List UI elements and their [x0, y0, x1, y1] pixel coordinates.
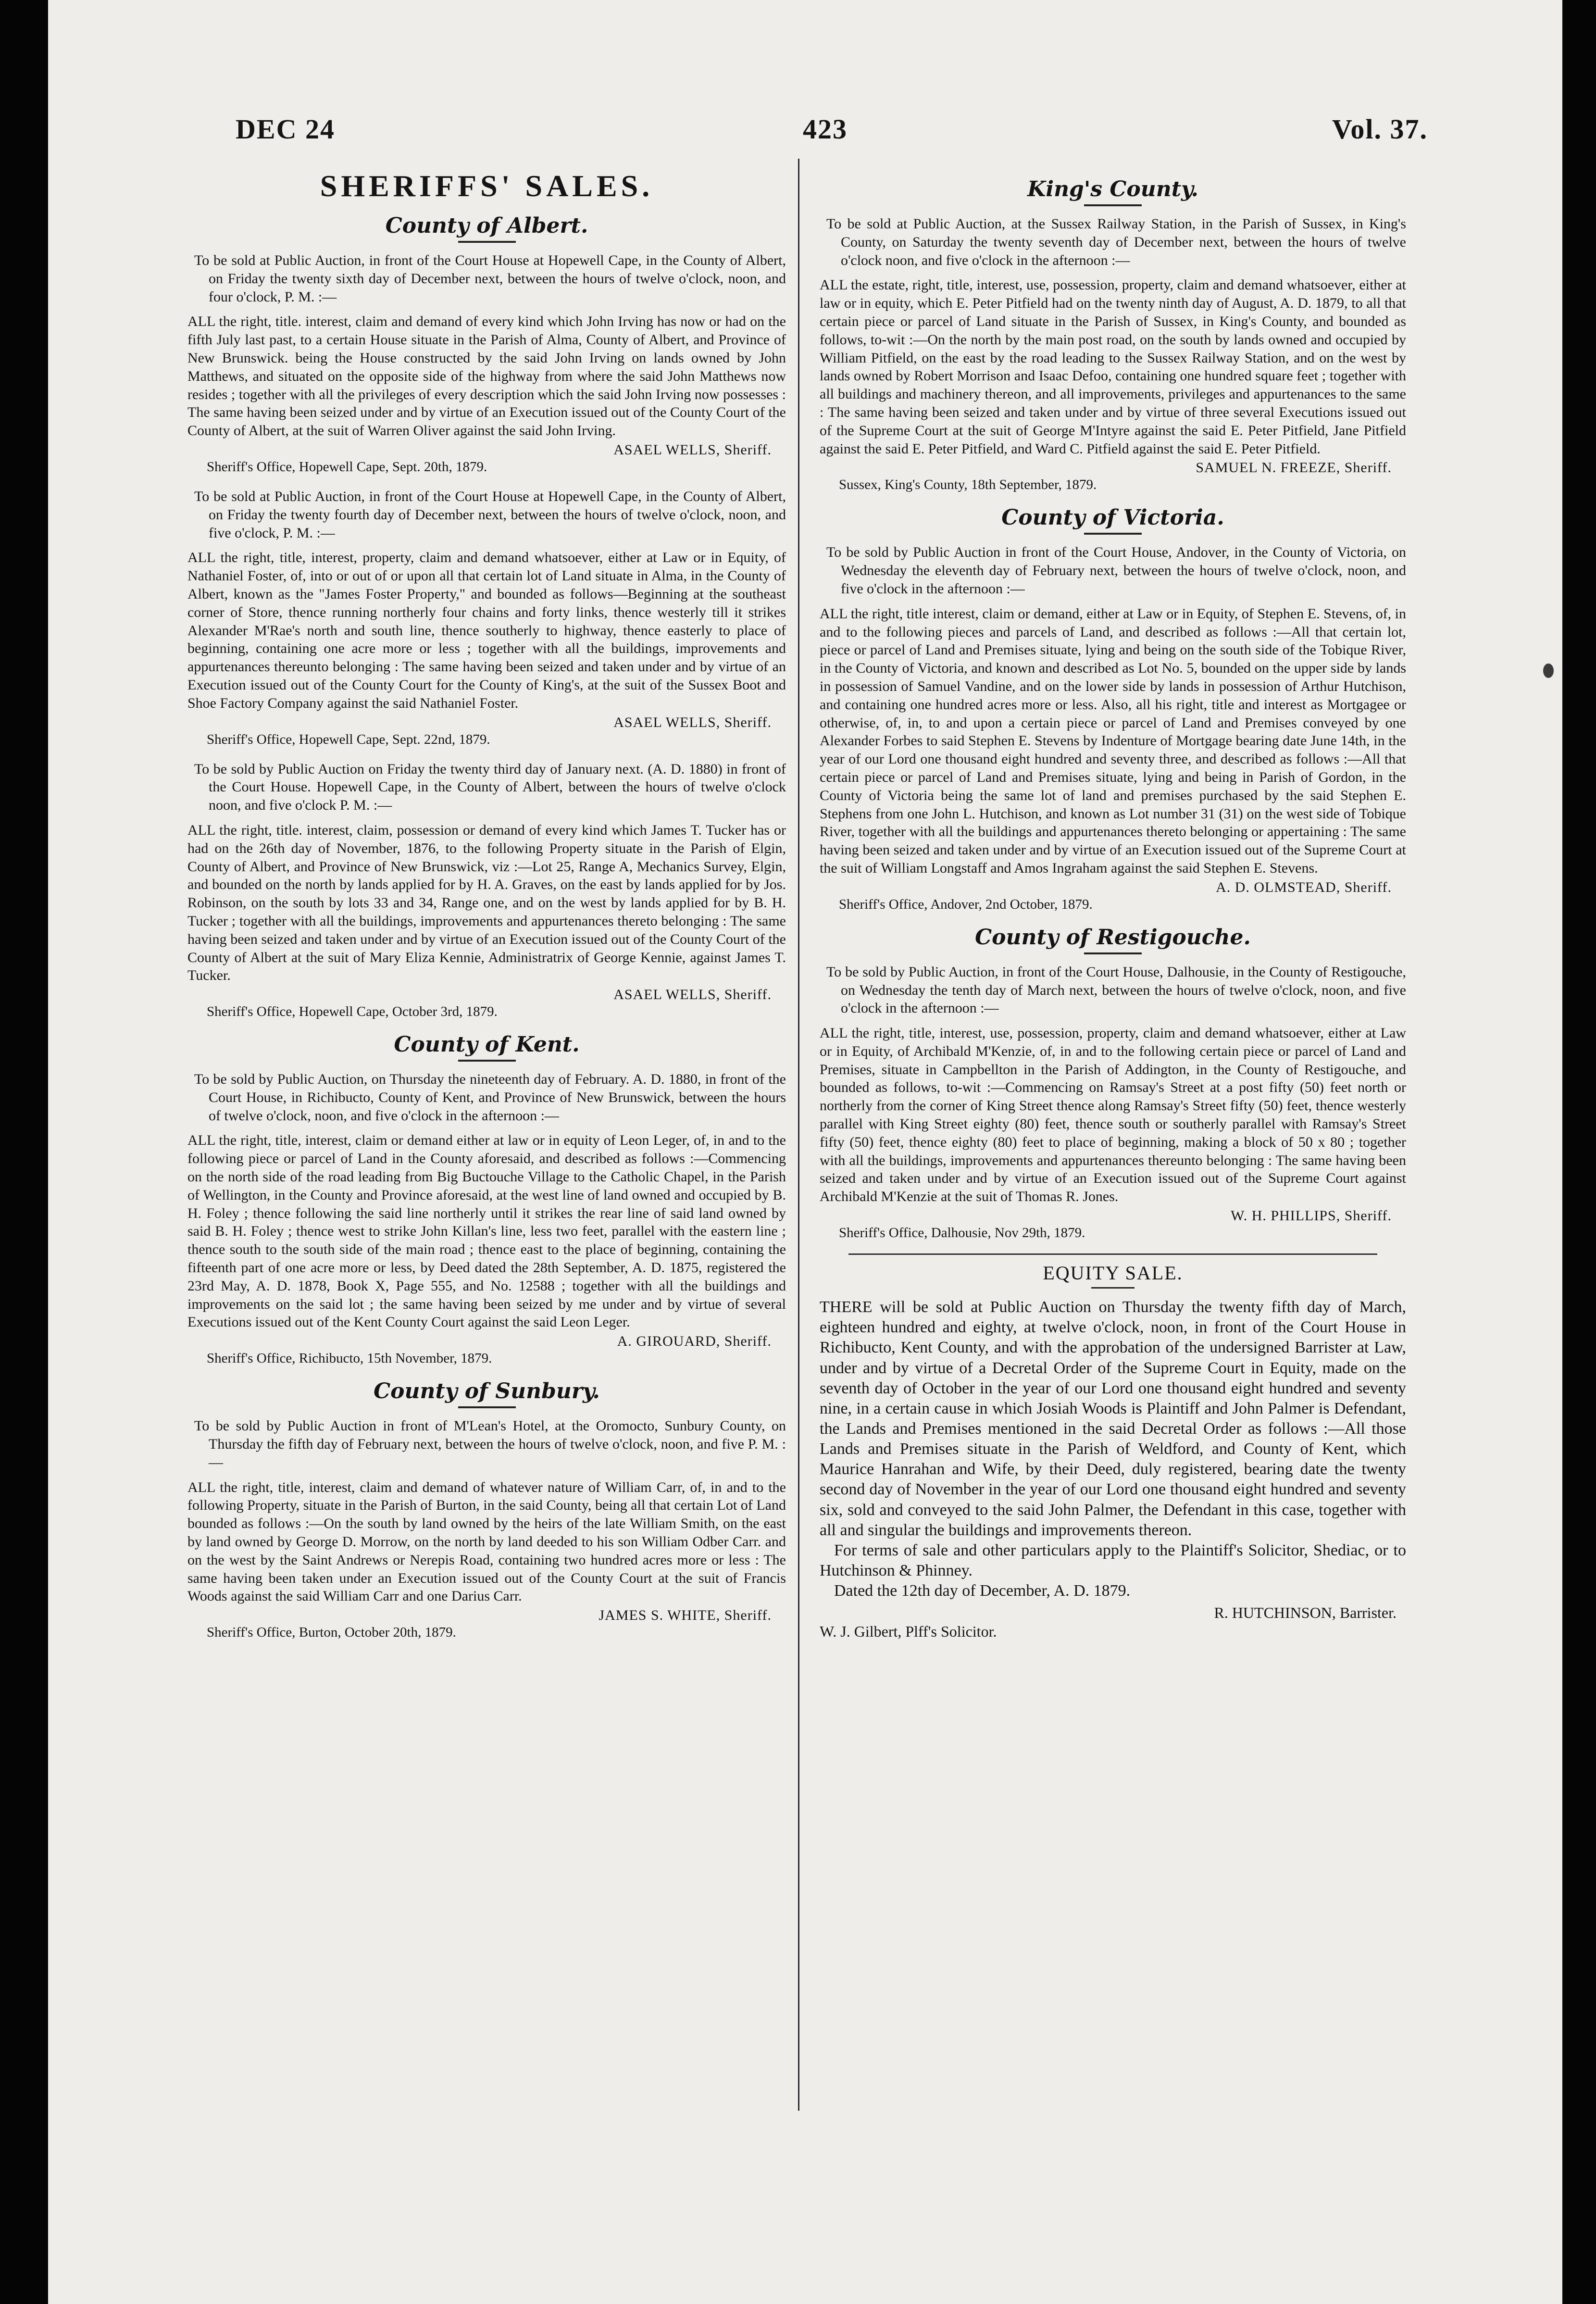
heading-dash [1084, 204, 1142, 206]
heading-dash [1084, 952, 1142, 954]
section-rule [848, 1253, 1377, 1255]
office-dateline: Sheriff's Office, Dalhousie, Nov 29th, 1879. [839, 1225, 1085, 1241]
county-heading: County of Kent. [394, 1032, 580, 1057]
notice-intro: To be sold by Public Auction on Friday the twenty third day of January next. (A. D. 1880) in front of the Court House. Hopewell Cape, in the County of Albert, between the hours of twelve o'clock noon, and five o'clock P. M. :— [194, 761, 786, 814]
notice-albert-1 [187, 213, 786, 475]
equity-dated: Dated the 12th day of December, A. D. 1879. [834, 1582, 1131, 1600]
heading-dash [1091, 1287, 1135, 1289]
equity-body: THERE will be sold at Public Auction on Thursday the twenty fifth day of March, eighteen hundred and eighty, at twelve o'clock, noon, in front of the Court House in Richibucto, Kent County, and with the approbation of the undersigned Barrister at Law, under and by virtue of a Decretal Order of the Supreme Court in Equity, made on the seventh day of October in the year of our Lord one thousand eight hundred and seventy nine, in a certain cause in which Josiah Woods is Plaintiff and John Palmer is Defendant, the Lands and Premises mentioned in the said Decretal Order as follows :—All those Lands and Premises situate in the Parish of Weldford, and County of Kent, which Maurice Hanrahan and Wife, by their Deed, duly registered, bearing date the twenty second day of November in the year of our Lord one thousand eight hundred and seventy six, sold and conveyed to the said John Palmer, the Defendant in this case, together with all and singular the buildings and improvements thereon. [820, 1298, 1406, 1539]
sheriff-signature: A. GIROUARD, Sheriff. [617, 1333, 772, 1350]
notice-body: ALL the right, title, interest, claim or demand either at law or in equity of Leon Leger, of, in and to the following piece or parcel of Land in the County aforesaid, and described as follows :—Commencing on the north side of the road leading from Big Buctouche Village to the Catholic Chapel, in the Parish of Wellington, in the County and Province aforesaid, at the west line of land owned and occupied by B. H. Foley ; thence following the said line northerly until it strikes the rear line of said land owned by said B. H. Foley ; thence west to strike John Killan's line, less two feet, parallel with the eastern line ; thence south to the south side of the main road ; thence east to the place of beginning, containing the fifteenth part of one acre more or less, by Deed dated the 28th September, A. D. 1875, registered the 23rd May, A. D. 1878, Book X, Page 555, and No. 12588 ; together with all the buildings and improvements on the said lot ; the same having been seized by me under and by virtue of several Executions issued out of the Kent County Court against the said Leon Leger. [187, 1132, 786, 1330]
notice-body: ALL the estate, right, title, interest, use, possession, property, claim and demand whatsoever, either at law or in equity, which E. Peter Pitfield had on the twenty ninth day of August, A. D. 1879, to all that certain piece or parcel of Land situate in the Parish of Sussex, in King's County, and bounded as follows, to-wit :—On the north by the main post road, on the south by lands owned and occupied by William Pitfield, on the east by the road leading to the Sussex Railway Station, and on the west by lands owned by Robert Morrison and Isaac Defoo, containing one hundred square feet ; together with all buildings and machinery thereon, and all improvements, privileges and appurtenances to the same : The same having been seized and taken under and by virtue of three several Executions issued out of the Supreme Court at the suit of George M'Intyre against the said E. Peter Pitfield, Jane Pitfield against the said E. Peter Pitfield, and Ward C. Pitfield against the said E. Peter Pitfield. [820, 277, 1406, 457]
notice-intro: To be sold by Public Auction, in front of the Court House, Dalhousie, in the County of Restigouche, on Wednesday the tenth day of March next, between the hours of twelve o'clock, noon, and five o'clock in the afternoon :— [826, 964, 1406, 1016]
notice-intro: To be sold at Public Auction, in front of the Court House at Hopewell Cape, in the County of Albert, on Friday the twenty sixth day of December next, between the hours of twelve o'clock, noon, and four o'clock, P. M. :— [194, 252, 786, 305]
header-volume: Vol. 37. [1332, 113, 1428, 145]
heading-dash [1084, 533, 1142, 535]
office-dateline: Sheriff's Office, Richibucto, 15th November, 1879. [207, 1351, 492, 1366]
notice-body: ALL the right, title interest, claim or demand, either at Law or in Equity, of Stephen E. Stevens, of, in and to the following pieces and parcels of Land, and described as follows :—All that certain lot, piece or parcel of Land and Premises situate, lying and being on the south side of the Tobique River, in the County of Victoria, and known and described as Lot No. 5, bounded on the upper side by lands in possession of Samuel Vandine, and on the lower side by lands in possession of Arthur Hutchison, and containing one hundred acres more or less. Also, all his right, title and interest as Mortgagee or otherwise, of, in, to and upon a certain piece or parcel of Land and Premises conveyed by one Alexander Forbes to said Stephen E. Stevens by Indenture of Mortgage bearing date June 14th, in the year of our Lord one thousand eight hundred and seventy three, and described as follows :—All that certain piece or parcel of Land and Premises situate, lying and being in Parish of Gordon, in the County of Victoria being the same lot of land and premises purchased by the said Stephen E. Stephens from one John L. Hutchison, and known as Lot number 31 (31) on the west side of Tobique River, together with all the buildings and appurtenances thereto belonging or appertaining : The same having been seized and taken under and by virtue of an Execution issued out of the Supreme Court at the suit of William Longstaff and Amos Ingraham against the said Stephen E. Stevens. [820, 605, 1406, 876]
notice-intro: To be sold at Public Auction, in front of the Court House at Hopewell Cape, in the County of Albert, on Friday the twenty fourth day of December next, between the hours of twelve o'clock, noon, and five o'clock, P. M. :— [194, 488, 786, 541]
sheriff-signature: ASAEL WELLS, Sheriff. [613, 441, 772, 458]
barrister-signature: R. HUTCHINSON, Barrister. [1214, 1604, 1396, 1622]
office-dateline: Sheriff's Office, Hopewell Cape, Sept. 22nd, 1879. [207, 731, 490, 747]
notice-albert-3 [187, 760, 786, 1020]
notice-intro: To be sold by Public Auction in front of the Court House, Andover, in the County of Victoria, on Wednesday the eleventh day of February next, between the hours of twelve o'clock, noon, and five o'clock in the afternoon :— [826, 544, 1406, 597]
notice-intro: To be sold by Public Auction, on Thursday the nineteenth day of February. A. D. 1880, in front of the Court House, in Richibucto, County of Kent, and Province of New Brunswick, between the hours of twelve o'clock, noon, and five o'clock in the afternoon :— [194, 1071, 786, 1124]
sheriff-signature: W. H. PHILLIPS, Sheriff. [1231, 1208, 1392, 1224]
county-heading: King's County. [1027, 177, 1198, 201]
county-heading: County of Restigouche. [975, 925, 1251, 950]
notice-body: ALL the right, title. interest, claim, possession or demand of every kind which James T. Tucker has or had on the 26th day of November, 1876, to the following Property situate in the Parish of Elgin, County of Albert, and Province of New Brunswick, viz :—Lot 25, Range A, Mechanics Survey, Elgin, and bounded on the north by lands applied for by H. A. Graves, on the east by lands applied for by Jos. Robinson, on the south by lots 33 and 34, Range one, and on the west by lands applied for by B. H. Tucker ; together with all the buildings, improvements and appurtenances thereto belonging : The same having been seized and taken under and by virtue of an Execution issued out of the County Court of the County of Albert at the suit of Mary Eliza Kennie, Administratrix of George Kennie, against James T. Tucker. [187, 822, 786, 984]
sheriff-signature: ASAEL WELLS, Sheriff. [613, 987, 772, 1003]
county-heading: County of Sunbury. [374, 1379, 600, 1404]
county-heading: County of Albert. [385, 213, 588, 238]
header-date: DEC 24 [236, 113, 335, 145]
notice-body: ALL the right, title, interest, claim and demand of whatever nature of William Carr, of, in and to the following Property, situate in the Parish of Burton, in the said County, being all that certain Lot of Land bounded as follows :—On the south by land owned by the heirs of the late William Smith, on the east by land owned by George D. Morrow, on the north by land deeded to his son William Odber Carr. and on the west by the Saint Andrews or Nerepis Road, containing two hundred acres more or less : The same having been taken under an Execution issued out of the County Court at the suit of Francis Woods against the said William Carr and one Darius Carr. [187, 1479, 786, 1604]
office-dateline: Sheriff's Office, Burton, October 20th, 1879. [207, 1625, 456, 1640]
ink-smudge [1543, 664, 1554, 678]
header-page-number: 423 [803, 113, 848, 145]
notice-albert-2 [187, 488, 786, 748]
sheriff-signature: JAMES S. WHITE, Sheriff. [598, 1607, 772, 1624]
office-dateline: Sussex, King's County, 18th September, 1879. [839, 477, 1097, 493]
heading-dash [458, 1406, 516, 1408]
page-title: SHERIFFS' SALES. [320, 169, 654, 203]
office-dateline: Sheriff's Office, Hopewell Cape, Sept. 20th, 1879. [207, 459, 487, 475]
notice-sunbury [187, 1379, 786, 1640]
notice-body: ALL the right, title, interest, property, claim and demand whatsoever, either at Law or in Equity, of Nathaniel Foster, of, into or out of or upon all that certain lot of Land situate in Alma, in the County of Albert, known as the "James Foster Property," and bounded as follows—Beginning at the southeast corner of Store, thence running northerly four chains and forty links, thence westerly till it strikes Alexander M'Rae's north and south line, thence southerly to highway, thence easterly to place of beginning, containing one acre more or less ; together with all the buildings, improvements and appurtenances thereunto belonging : The same having been seized and taken under and by virtue of an Execution issued out of the County Court for the County of King's, at the suit of the Sussex Boot and Shoe Factory Company against the said Nathaniel Foster. [187, 550, 786, 711]
solicitor-signature: W. J. Gilbert, Plff's Solicitor. [820, 1623, 997, 1640]
notice-intro: To be sold at Public Auction, at the Sussex Railway Station, in the Parish of Sussex, in King's County, on Saturday the twenty seventh day of December next, between the hours of twelve o'clock noon, and five o'clock in the afternoon :— [826, 216, 1406, 268]
equity-title: EQUITY SALE. [1043, 1262, 1183, 1284]
right-column [781, 168, 1406, 1640]
notice-kent [187, 1032, 786, 1366]
equity-terms: For terms of sale and other particulars apply to the Plaintiff's Solicitor, Shediac, or to Hutchinson & Phinney. [820, 1541, 1406, 1580]
heading-dash [458, 1060, 516, 1062]
county-heading: County of Victoria. [1001, 505, 1224, 530]
notice-restigouche [820, 925, 1406, 1241]
page-header [236, 113, 1428, 151]
sheriff-signature: SAMUEL N. FREEZE, Sheriff. [1196, 460, 1392, 476]
notice-kings [820, 177, 1406, 493]
notice-intro: To be sold by Public Auction in front of M'Lean's Hotel, at the Oromocto, Sunbury County, on Thursday the fifth day of February next, between the hours of twelve o'clock, noon, and five P. M. :— [194, 1418, 786, 1470]
notice-victoria [820, 505, 1406, 912]
left-column [187, 168, 786, 1653]
sheriff-signature: A. D. OLMSTEAD, Sheriff. [1216, 879, 1392, 895]
notice-body: ALL the right, title. interest, claim and demand of every kind which John Irving has now or had on the fifth July last past, to a certain House situate in the Parish of Alma, County of Albert, and Province of New Brunswick. being the House constructed by the said John Irving on lands owned by John Matthews, and situated on the opposite side of the highway from where the said John Matthews now resides ; together with all the privileges of every description which the said John Irving now possesses : The same having been seized under and by virtue of an Execution issued out of the County Court of the County of Albert, at the suit of Warren Oliver against the said John Irving. [187, 313, 786, 439]
notice-body: ALL the right, title, interest, use, possession, property, claim and demand whatsoever, either at Law or in Equity, of Archibald M'Kenzie, of, in and to the following certain piece or parcel of Land and Premises, situate in Campbellton in the Parish of Addington, in the County of Restigouche, and bounded as follows, to-wit :—Commencing on Ramsay's Street at a post fifty (50) feet north or northerly from the corner of King Street thence along Ramsay's Street fifty (50) feet, thence westerly parallel with King Street eighty (80) feet, thence south or southerly parallel with Ramsay's Street fifty (50) feet, thence eighty (80) feet to place of beginning, making a block of 50 x 80 ; together with all the buildings, improvements and appurtenances thereunto belonging : The same having been seized and taken under and by virtue of an Execution issued out of the Supreme Court against Archibald M'Kenzie at the suit of Thomas R. Jones. [820, 1025, 1406, 1205]
sheriff-signature: ASAEL WELLS, Sheriff. [613, 714, 772, 730]
equity-sale [820, 1262, 1406, 1640]
office-dateline: Sheriff's Office, Andover, 2nd October, 1879. [839, 896, 1093, 912]
heading-dash [458, 241, 516, 243]
office-dateline: Sheriff's Office, Hopewell Cape, October 3rd, 1879. [207, 1004, 498, 1020]
